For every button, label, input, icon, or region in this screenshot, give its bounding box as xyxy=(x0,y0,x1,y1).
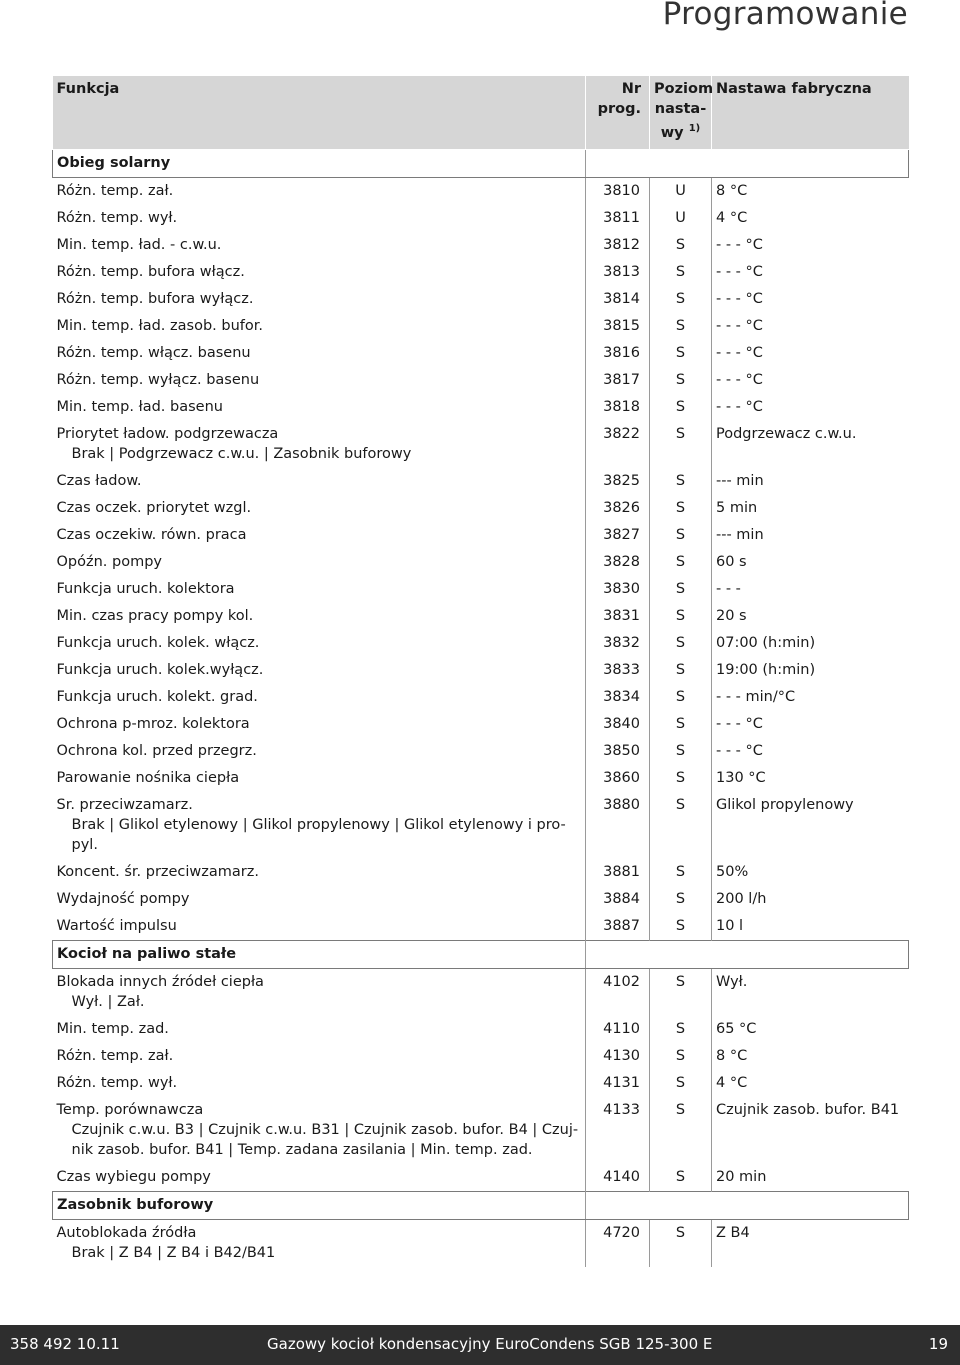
header-level-line2: nasta- xyxy=(654,101,707,117)
table-row xyxy=(53,1043,909,1070)
setting-level-cell: S xyxy=(650,468,712,495)
function-cell xyxy=(53,259,586,286)
function-cell xyxy=(53,286,586,313)
setting-level-cell: S xyxy=(650,765,712,792)
factory-setting-cell: 130 °C xyxy=(716,769,766,786)
factory-setting-cell: - - - min/°C xyxy=(716,688,796,705)
header-level-line1: Poziom xyxy=(654,81,714,97)
function-label: Opóźn. pompy xyxy=(56,553,162,570)
program-number-cell: 3884 xyxy=(586,886,650,913)
factory-setting-cell: - - - °C xyxy=(716,290,763,307)
factory-setting-cell: - - - °C xyxy=(716,371,763,388)
table-row xyxy=(53,711,909,738)
header-level-footnote: 1) xyxy=(688,123,701,134)
function-label: Wartość impulsu xyxy=(56,917,177,934)
table-row xyxy=(53,576,909,603)
header-program-number xyxy=(586,76,650,149)
header-nr-line2: prog. xyxy=(597,101,641,117)
function-cell xyxy=(53,495,586,522)
factory-setting-cell: 60 s xyxy=(716,553,747,570)
program-number-cell: 3830 xyxy=(586,576,650,603)
program-number-cell: 3822 xyxy=(586,421,650,468)
function-cell xyxy=(53,232,586,259)
function-label: Czas oczekiw. równ. praca xyxy=(56,526,247,543)
setting-level-cell: S xyxy=(650,886,712,913)
setting-level-cell: S xyxy=(650,495,712,522)
setting-level-cell: S xyxy=(650,1016,712,1043)
function-label: Sr. przeciwzamarz. xyxy=(56,796,193,813)
function-label: Funkcja uruch. kolekt. grad. xyxy=(56,688,258,705)
table-row xyxy=(53,684,909,711)
setting-level-cell: S xyxy=(650,859,712,886)
function-cell xyxy=(53,630,586,657)
table-row xyxy=(53,367,909,394)
function-label: Czas wybiegu pompy xyxy=(56,1168,211,1185)
factory-setting-cell: Czujnik zasob. bufor. B41 xyxy=(716,1101,900,1118)
program-number-cell: 4110 xyxy=(586,1016,650,1043)
factory-setting-cell: 8 °C xyxy=(716,1047,748,1064)
table-row xyxy=(53,657,909,684)
function-options: Brak | Podgrzewacz c.w.u. | Zasobnik buforowy xyxy=(71,445,412,462)
header-nr-line1: Nr xyxy=(621,81,641,97)
factory-setting-cell: 20 min xyxy=(716,1168,767,1185)
footer-page-number: 19 xyxy=(928,1335,948,1353)
setting-level-cell: U xyxy=(650,177,712,205)
factory-setting-cell: - - - °C xyxy=(716,263,763,280)
program-number-cell: 3814 xyxy=(586,286,650,313)
factory-setting-cell: - - - °C xyxy=(716,742,763,759)
table-row xyxy=(53,738,909,765)
setting-level-cell: S xyxy=(650,576,712,603)
setting-level-cell: S xyxy=(650,232,712,259)
function-cell xyxy=(53,549,586,576)
function-label: Wydajność pompy xyxy=(56,890,190,907)
setting-level-cell: S xyxy=(650,259,712,286)
function-options: Brak | Glikol etylenowy | Glikol propylenowy | Glikol etylenowy i pro-pyl. xyxy=(71,816,566,853)
program-number-cell: 3840 xyxy=(586,711,650,738)
function-cell xyxy=(53,684,586,711)
setting-level-cell: S xyxy=(650,1219,712,1267)
function-cell xyxy=(53,421,586,468)
factory-setting-cell: - - - °C xyxy=(716,317,763,334)
program-number-cell: 3825 xyxy=(586,468,650,495)
program-number-cell: 3828 xyxy=(586,549,650,576)
function-label: Temp. porównawcza xyxy=(56,1101,204,1118)
header-setting-level xyxy=(650,76,712,149)
setting-level-cell: S xyxy=(650,340,712,367)
function-cell xyxy=(53,886,586,913)
table-row xyxy=(53,1164,909,1192)
program-number-cell: 3833 xyxy=(586,657,650,684)
function-cell xyxy=(53,1016,586,1043)
table-row xyxy=(53,232,909,259)
program-number-cell: 3827 xyxy=(586,522,650,549)
function-options: Czujnik c.w.u. B3 | Czujnik c.w.u. B31 | Czujnik zasob. bufor. B4 | Czuj-nik zasob. bufor. B41 | Temp. zadana zasilania | Min. temp. zad. xyxy=(71,1121,579,1158)
function-label: Różn. temp. wył. xyxy=(56,1074,178,1091)
factory-setting-cell: - - - °C xyxy=(716,715,763,732)
setting-level-cell: S xyxy=(650,913,712,941)
function-cell xyxy=(53,603,586,630)
program-number-cell: 3850 xyxy=(586,738,650,765)
factory-setting-cell: - - - xyxy=(716,580,741,597)
function-cell xyxy=(53,859,586,886)
setting-level-cell: S xyxy=(650,738,712,765)
table-row xyxy=(53,421,909,468)
function-label: Ochrona kol. przed przegrz. xyxy=(56,742,257,759)
page-footer xyxy=(0,1325,960,1365)
function-label: Min. czas pracy pompy kol. xyxy=(56,607,254,624)
factory-setting-cell: 200 l/h xyxy=(716,890,767,907)
table-row xyxy=(53,313,909,340)
section-header-row xyxy=(53,940,909,968)
table-row xyxy=(53,1219,909,1267)
function-cell xyxy=(53,1164,586,1192)
function-cell xyxy=(53,1219,586,1267)
function-label: Min. temp. ład. zasob. bufor. xyxy=(56,317,263,334)
function-cell xyxy=(53,367,586,394)
program-number-cell: 3826 xyxy=(586,495,650,522)
function-cell xyxy=(53,394,586,421)
table-row xyxy=(53,259,909,286)
program-number-cell: 3810 xyxy=(586,177,650,205)
factory-setting-cell: --- min xyxy=(716,472,764,489)
setting-level-cell: S xyxy=(650,367,712,394)
factory-setting-cell: 65 °C xyxy=(716,1020,757,1037)
table-row xyxy=(53,205,909,232)
program-number-cell: 3881 xyxy=(586,859,650,886)
program-number-cell: 4720 xyxy=(586,1219,650,1267)
setting-level-cell: S xyxy=(650,1164,712,1192)
function-cell xyxy=(53,765,586,792)
function-label: Różn. temp. bufora wyłącz. xyxy=(56,290,254,307)
function-cell xyxy=(53,340,586,367)
function-cell xyxy=(53,1070,586,1097)
program-number-cell: 3812 xyxy=(586,232,650,259)
function-label: Różn. temp. włącz. basenu xyxy=(56,344,251,361)
factory-setting-cell: - - - °C xyxy=(716,398,763,415)
table-row xyxy=(53,792,909,859)
section-empty-cell xyxy=(586,940,909,968)
table-row xyxy=(53,1097,909,1164)
function-label: Funkcja uruch. kolektora xyxy=(56,580,235,597)
table-row xyxy=(53,913,909,941)
setting-level-cell: S xyxy=(650,286,712,313)
factory-setting-cell: 20 s xyxy=(716,607,747,624)
function-label: Min. temp. zad. xyxy=(56,1020,169,1037)
program-number-cell: 4102 xyxy=(586,968,650,1016)
factory-setting-cell: 8 °C xyxy=(716,182,748,199)
page-heading: Programowanie xyxy=(662,0,908,32)
factory-setting-cell: 50% xyxy=(716,863,749,880)
setting-level-cell: S xyxy=(650,630,712,657)
table-row xyxy=(53,286,909,313)
setting-level-cell: S xyxy=(650,657,712,684)
table-row xyxy=(53,468,909,495)
program-number-cell: 3887 xyxy=(586,913,650,941)
function-cell xyxy=(53,205,586,232)
section-header-row xyxy=(53,149,909,177)
table-row xyxy=(53,859,909,886)
table-row xyxy=(53,177,909,205)
section-title: Kocioł na paliwo stałe xyxy=(53,940,586,968)
table-body xyxy=(53,149,909,1267)
factory-setting-cell: - - - °C xyxy=(716,344,763,361)
function-label: Różn. temp. zał. xyxy=(56,182,174,199)
factory-setting-cell: 07:00 (h:min) xyxy=(716,634,816,651)
table-row xyxy=(53,603,909,630)
table-row xyxy=(53,549,909,576)
table-row xyxy=(53,1016,909,1043)
factory-setting-cell: - - - °C xyxy=(716,236,763,253)
setting-level-cell: S xyxy=(650,968,712,1016)
program-number-cell: 3831 xyxy=(586,603,650,630)
program-number-cell: 3818 xyxy=(586,394,650,421)
function-label: Ochrona p-mroz. kolektora xyxy=(56,715,250,732)
setting-level-cell: S xyxy=(650,549,712,576)
function-cell xyxy=(53,913,586,941)
factory-setting-cell: 5 min xyxy=(716,499,758,516)
function-label: Min. temp. ład. basenu xyxy=(56,398,223,415)
function-options: Brak | Z B4 | Z B4 i B42/B41 xyxy=(71,1244,276,1261)
header-level-line3: wy xyxy=(660,124,684,141)
function-cell xyxy=(53,792,586,859)
factory-setting-cell: Z B4 xyxy=(716,1224,750,1241)
function-cell xyxy=(53,313,586,340)
table-row xyxy=(53,630,909,657)
program-number-cell: 4130 xyxy=(586,1043,650,1070)
function-label: Koncent. śr. przeciwzamarz. xyxy=(56,863,259,880)
function-label: Min. temp. ład. - c.w.u. xyxy=(56,236,222,253)
table-row xyxy=(53,522,909,549)
factory-setting-cell: 10 l xyxy=(716,917,744,934)
program-number-cell: 3816 xyxy=(586,340,650,367)
program-number-cell: 3815 xyxy=(586,313,650,340)
table-row xyxy=(53,765,909,792)
program-number-cell: 3860 xyxy=(586,765,650,792)
setting-level-cell: U xyxy=(650,205,712,232)
factory-setting-cell: 4 °C xyxy=(716,1074,748,1091)
setting-level-cell: S xyxy=(650,522,712,549)
function-label: Czas ładow. xyxy=(56,472,142,489)
program-number-cell: 4140 xyxy=(586,1164,650,1192)
section-empty-cell xyxy=(586,149,909,177)
function-label: Różn. temp. bufora włącz. xyxy=(56,263,245,280)
function-cell xyxy=(53,1097,586,1164)
setting-level-cell: S xyxy=(650,1043,712,1070)
function-cell xyxy=(53,1043,586,1070)
footer-document-title: Gazowy kocioł kondensacyjny EuroCondens SGB 125-300 E xyxy=(267,1335,713,1353)
setting-level-cell: S xyxy=(650,792,712,859)
function-cell xyxy=(53,177,586,205)
function-cell xyxy=(53,968,586,1016)
table-row xyxy=(53,886,909,913)
section-header-row xyxy=(53,1191,909,1219)
program-number-cell: 3811 xyxy=(586,205,650,232)
function-cell xyxy=(53,711,586,738)
header-factory-setting: Nastawa fabryczna xyxy=(712,76,909,149)
function-label: Priorytet ładow. podgrzewacza xyxy=(56,425,279,442)
factory-setting-cell: Glikol propylenowy xyxy=(716,796,854,813)
factory-setting-cell: Wył. xyxy=(716,973,748,990)
table-row xyxy=(53,495,909,522)
function-cell xyxy=(53,576,586,603)
factory-setting-cell: 19:00 (h:min) xyxy=(716,661,816,678)
setting-level-cell: S xyxy=(650,1070,712,1097)
function-label: Różn. temp. wyłącz. basenu xyxy=(56,371,260,388)
program-number-cell: 3834 xyxy=(586,684,650,711)
setting-level-cell: S xyxy=(650,313,712,340)
table-row xyxy=(53,394,909,421)
setting-level-cell: S xyxy=(650,711,712,738)
table-row xyxy=(53,1070,909,1097)
program-number-cell: 4131 xyxy=(586,1070,650,1097)
setting-level-cell: S xyxy=(650,684,712,711)
function-label: Czas oczek. priorytet wzgl. xyxy=(56,499,252,516)
function-cell xyxy=(53,468,586,495)
program-number-cell: 3832 xyxy=(586,630,650,657)
function-cell xyxy=(53,738,586,765)
program-number-cell: 3813 xyxy=(586,259,650,286)
function-cell xyxy=(53,657,586,684)
program-number-cell: 3880 xyxy=(586,792,650,859)
setting-level-cell: S xyxy=(650,394,712,421)
factory-setting-cell: --- min xyxy=(716,526,764,543)
function-label: Autoblokada źródła xyxy=(56,1224,197,1241)
table-row xyxy=(53,968,909,1016)
program-number-cell: 3817 xyxy=(586,367,650,394)
function-label: Różn. temp. wył. xyxy=(56,209,178,226)
function-label: Parowanie nośnika ciepła xyxy=(56,769,240,786)
setting-level-cell: S xyxy=(650,421,712,468)
header-function: Funkcja xyxy=(53,76,586,149)
setting-level-cell: S xyxy=(650,603,712,630)
parameter-table xyxy=(52,76,909,1267)
table-row xyxy=(53,340,909,367)
footer-document-number: 358 492 10.11 xyxy=(10,1335,120,1353)
function-label: Blokada innych źródeł ciepła xyxy=(56,973,264,990)
function-label: Funkcja uruch. kolek. włącz. xyxy=(56,634,260,651)
factory-setting-cell: 4 °C xyxy=(716,209,748,226)
program-number-cell: 4133 xyxy=(586,1097,650,1164)
section-empty-cell xyxy=(586,1191,909,1219)
function-label: Funkcja uruch. kolek.wyłącz. xyxy=(56,661,264,678)
section-title: Obieg solarny xyxy=(53,149,586,177)
function-cell xyxy=(53,522,586,549)
factory-setting-cell: Podgrzewacz c.w.u. xyxy=(716,425,857,442)
function-label: Różn. temp. zał. xyxy=(56,1047,174,1064)
table-header-row xyxy=(53,76,909,149)
function-options: Wył. | Zał. xyxy=(71,993,145,1010)
setting-level-cell: S xyxy=(650,1097,712,1164)
section-title: Zasobnik buforowy xyxy=(53,1191,586,1219)
